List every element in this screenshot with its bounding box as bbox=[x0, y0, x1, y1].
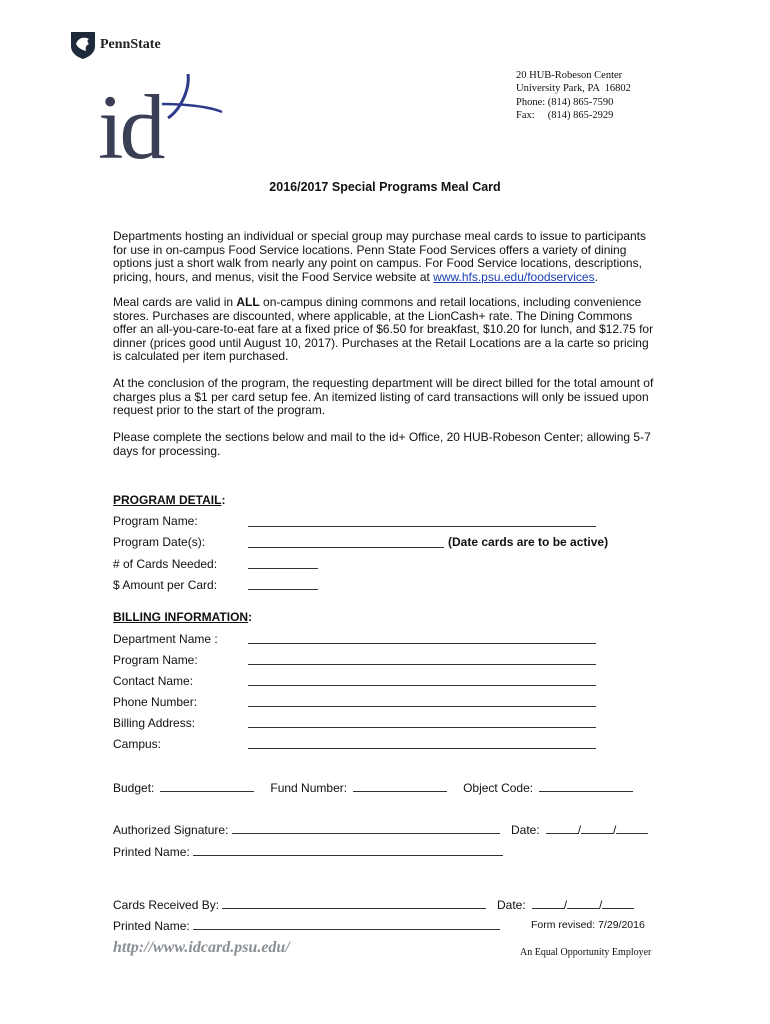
validity-start: Meal cards are valid in bbox=[113, 295, 237, 309]
intro-end: . bbox=[594, 269, 598, 284]
cards-received-field[interactable] bbox=[222, 897, 486, 909]
program-name-label: Program Name: bbox=[113, 514, 198, 528]
fund-number-field[interactable] bbox=[353, 780, 447, 792]
billing-program-name-label: Program Name: bbox=[113, 653, 198, 667]
billing-heading-text: BILLING INFORMATION bbox=[113, 610, 249, 624]
form-revised-date: Form revised: 7/29/2016 bbox=[531, 919, 645, 931]
fund-number-label: Fund Number: bbox=[270, 781, 348, 795]
billing-heading-colon: : bbox=[248, 610, 253, 624]
amount-per-card-label: $ Amount per Card: bbox=[113, 578, 218, 592]
pennstate-logo bbox=[70, 30, 161, 60]
phone-number-field[interactable] bbox=[248, 706, 596, 707]
pennstate-wordmark: PennState bbox=[100, 37, 161, 52]
authorized-date-label: Date: bbox=[511, 823, 540, 837]
budget-label: Budget: bbox=[113, 781, 155, 795]
printed-name-2-row bbox=[113, 918, 500, 933]
department-name-label: Department Name : bbox=[113, 632, 218, 646]
authorized-signature-row bbox=[113, 822, 500, 837]
printed-name-2-field[interactable] bbox=[193, 918, 500, 930]
department-name-field[interactable] bbox=[248, 643, 596, 644]
website-url[interactable]: http://www.idcard.psu.edu/ bbox=[113, 939, 290, 956]
billing-program-name-field[interactable] bbox=[248, 664, 596, 665]
form-title: 2016/2017 Special Programs Meal Card bbox=[269, 180, 501, 194]
received-date-month-field[interactable] bbox=[532, 897, 564, 909]
authorized-date-year-field[interactable] bbox=[616, 822, 648, 834]
received-date-label: Date: bbox=[497, 898, 526, 912]
cards-received-label: Cards Received By: bbox=[113, 898, 220, 912]
intro-text: Departments hosting an individual or special group may purchase meal cards to issue to participants for use in on-campus Food Service locations. Penn State Food Services offers a variety of dining options just a short walk from nearly any point on campus. For Food Service locations, descriptions, pricing, hours, and menus, visit the Food Service website at bbox=[113, 229, 646, 284]
authorized-date-row: Date: / / bbox=[511, 822, 648, 837]
object-code-field[interactable] bbox=[539, 780, 633, 792]
campus-label: Campus: bbox=[113, 737, 162, 751]
printed-name-row bbox=[113, 844, 503, 859]
billing-information-heading bbox=[113, 610, 252, 624]
food-services-link[interactable]: www.hfs.psu.edu/foodservices bbox=[433, 269, 595, 284]
program-detail-heading-text: PROGRAM DETAIL bbox=[113, 493, 222, 507]
cards-needed-label: # of Cards Needed: bbox=[113, 557, 218, 571]
program-detail-heading bbox=[113, 493, 225, 507]
phone-number-label: Phone Number: bbox=[113, 695, 198, 709]
authorized-date-month-field[interactable] bbox=[546, 822, 578, 834]
program-detail-heading-colon: : bbox=[221, 493, 226, 507]
validity-paragraph bbox=[113, 296, 658, 364]
equal-opportunity-statement: An Equal Opportunity Employer bbox=[520, 947, 652, 958]
object-code-label: Object Code: bbox=[463, 781, 534, 795]
printed-name-field[interactable] bbox=[193, 844, 503, 856]
authorized-date-day-field[interactable] bbox=[581, 822, 613, 834]
office-address bbox=[516, 69, 631, 122]
printed-name-2-label: Printed Name: bbox=[113, 919, 190, 933]
address-line: 20 HUB-Robeson Center bbox=[516, 70, 623, 81]
program-name-field[interactable] bbox=[248, 526, 596, 527]
amount-per-card-field[interactable] bbox=[248, 589, 318, 590]
contact-name-label: Contact Name: bbox=[113, 674, 194, 688]
billing-address-field[interactable] bbox=[248, 727, 596, 728]
budget-field[interactable] bbox=[160, 780, 254, 792]
pennstate-shield-icon bbox=[70, 30, 96, 60]
received-date-day-field[interactable] bbox=[567, 897, 599, 909]
intro-paragraph bbox=[113, 230, 658, 284]
billing-address-label: Billing Address: bbox=[113, 716, 196, 730]
received-date-year-field[interactable] bbox=[602, 897, 634, 909]
contact-name-field[interactable] bbox=[248, 685, 596, 686]
instructions-paragraph: Please complete the sections below and mail to the id+ Office, 20 HUB-Robeson Center; allowing 5-7 days for processing. bbox=[113, 430, 651, 458]
budget-row bbox=[113, 780, 633, 795]
date-note: (Date cards are to be active) bbox=[448, 535, 609, 549]
idplus-logo-text: id bbox=[98, 76, 162, 170]
authorized-signature-label: Authorized Signature: bbox=[113, 823, 229, 837]
address-line: University Park, PA 16802 bbox=[516, 83, 631, 95]
validity-all: ALL bbox=[236, 295, 260, 309]
program-dates-field[interactable] bbox=[248, 547, 444, 548]
printed-name-label: Printed Name: bbox=[113, 845, 190, 859]
campus-field[interactable] bbox=[248, 748, 596, 749]
billing-paragraph: At the conclusion of the program, the requesting department will be direct billed for the total amount of charges plus a $1 per card setup fee. An itemized listing of card transactions will only be issued upon request prior to the start of the program. bbox=[113, 376, 654, 418]
validity-rest: on-campus dining commons and retail locations, including convenience stores. Purchases are discounted, where applicable, at the LionCash+ rate. The Dining Commons offer an all-you-care-to-eat fare at a fixed price of $6.50 for breakfast, $10.20 for lunch, and $12.75 for dinner (prices good until August 10, 2017). Purchases at the Retail Locations are a la carte so pricing is calculated per item purchased. bbox=[113, 295, 654, 364]
cards-received-row bbox=[113, 897, 486, 912]
program-dates-label: Program Date(s): bbox=[113, 535, 206, 549]
address-line: Fax: (814) 865-2929 bbox=[516, 109, 614, 121]
idplus-logo bbox=[98, 70, 238, 170]
cards-needed-field[interactable] bbox=[248, 568, 318, 569]
authorized-signature-field[interactable] bbox=[232, 822, 500, 834]
address-line: Phone: (814) 865-7590 bbox=[516, 96, 614, 108]
received-date-row: Date: / / bbox=[497, 897, 634, 912]
